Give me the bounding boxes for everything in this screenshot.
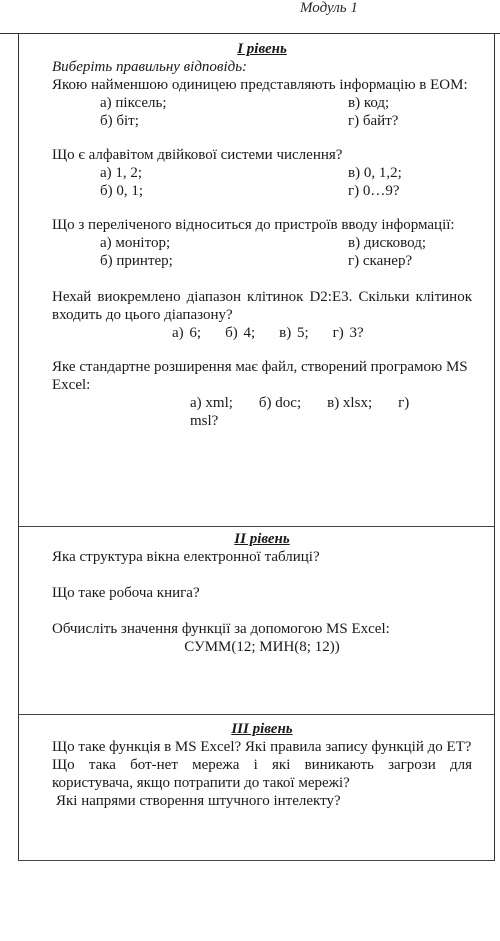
option-a: а) монітор; [100, 235, 171, 251]
section-divider-1 [18, 526, 495, 527]
question-3: Обчисліть значення функції за допомогою MS Excel: [52, 621, 390, 637]
option-v: в) 5; [279, 325, 309, 341]
formula: СУММ(12; МИН(8; 12)) [184, 639, 340, 655]
level-1-title: I рівень [237, 41, 287, 57]
module-title: Модуль 1 [300, 0, 358, 16]
table-right-border [494, 33, 495, 860]
question-2: Що така бот-нет мережа і які виникають загрози для користувача, якщо потрапити до такої мережі? [52, 757, 472, 791]
option-b: б) 4; [225, 325, 256, 341]
question-text: Якою найменшою одиницею представляють інформацію в ЕОМ: [52, 77, 468, 93]
option-g: г) сканер? [348, 253, 413, 269]
question-1: Яка структура вікна електронної таблиці? [52, 549, 320, 565]
question-text: Що з переліченого відноситься до пристроїв вводу інформації: [52, 217, 455, 233]
question-2 [52, 146, 472, 200]
option-a: а) xml; [190, 395, 233, 411]
level-1-section [52, 40, 472, 430]
question-3 [52, 216, 472, 270]
question-text: Що є алфавітом двійкової системи числення? [52, 147, 343, 163]
option-b: б) біт; [100, 113, 139, 129]
option-g: г) 3? [332, 325, 364, 341]
option-v: в) xlsx; [327, 395, 373, 411]
option-v: в) дисковод; [348, 235, 427, 251]
table-left-border [18, 33, 19, 860]
option-v: в) код; [348, 95, 390, 111]
question-2: Що таке робоча книга? [52, 585, 200, 601]
table-bottom-border [18, 860, 495, 861]
question-1 [52, 76, 472, 130]
option-g-continuation: msl? [190, 413, 219, 429]
option-g: г) [398, 395, 410, 411]
instruction-text: Виберіть правильну відповідь: [52, 59, 248, 75]
question-text: Нехай виокремлено діапазон клітинок D2:E3. Скільки клітинок входить до цього діапазону? [52, 289, 472, 323]
option-a: а) 6; [172, 325, 202, 341]
answer-options [52, 234, 472, 270]
option-g: г) байт? [348, 113, 399, 129]
option-g: г) 0…9? [348, 183, 400, 199]
question-4 [52, 288, 472, 342]
answer-options [52, 394, 472, 412]
section-divider-2 [18, 714, 495, 715]
question-text: Яке стандартне розширення має файл, створений програмою MS Excel: [52, 359, 468, 393]
level-2-title: II рівень [234, 531, 290, 547]
option-b: б) 0, 1; [100, 183, 144, 199]
option-b: б) doc; [258, 395, 302, 411]
question-1: Що таке функція в MS Excel? Які правила запису функцій до ЕТ? [52, 739, 472, 755]
answer-options [52, 94, 472, 130]
level-3-section [52, 720, 472, 810]
question-3: Які напрями створення штучного інтелекту? [56, 793, 341, 809]
question-5 [52, 358, 472, 430]
option-v: в) 0, 1,2; [348, 165, 402, 181]
option-b: б) принтер; [100, 253, 173, 269]
level-3-title: III рівень [231, 721, 293, 737]
table-top-border [0, 33, 500, 34]
answer-options [52, 324, 472, 342]
answer-options [52, 164, 472, 200]
option-a: а) 1, 2; [100, 165, 143, 181]
level-2-section [52, 530, 472, 656]
option-a: а) піксель; [100, 95, 167, 111]
